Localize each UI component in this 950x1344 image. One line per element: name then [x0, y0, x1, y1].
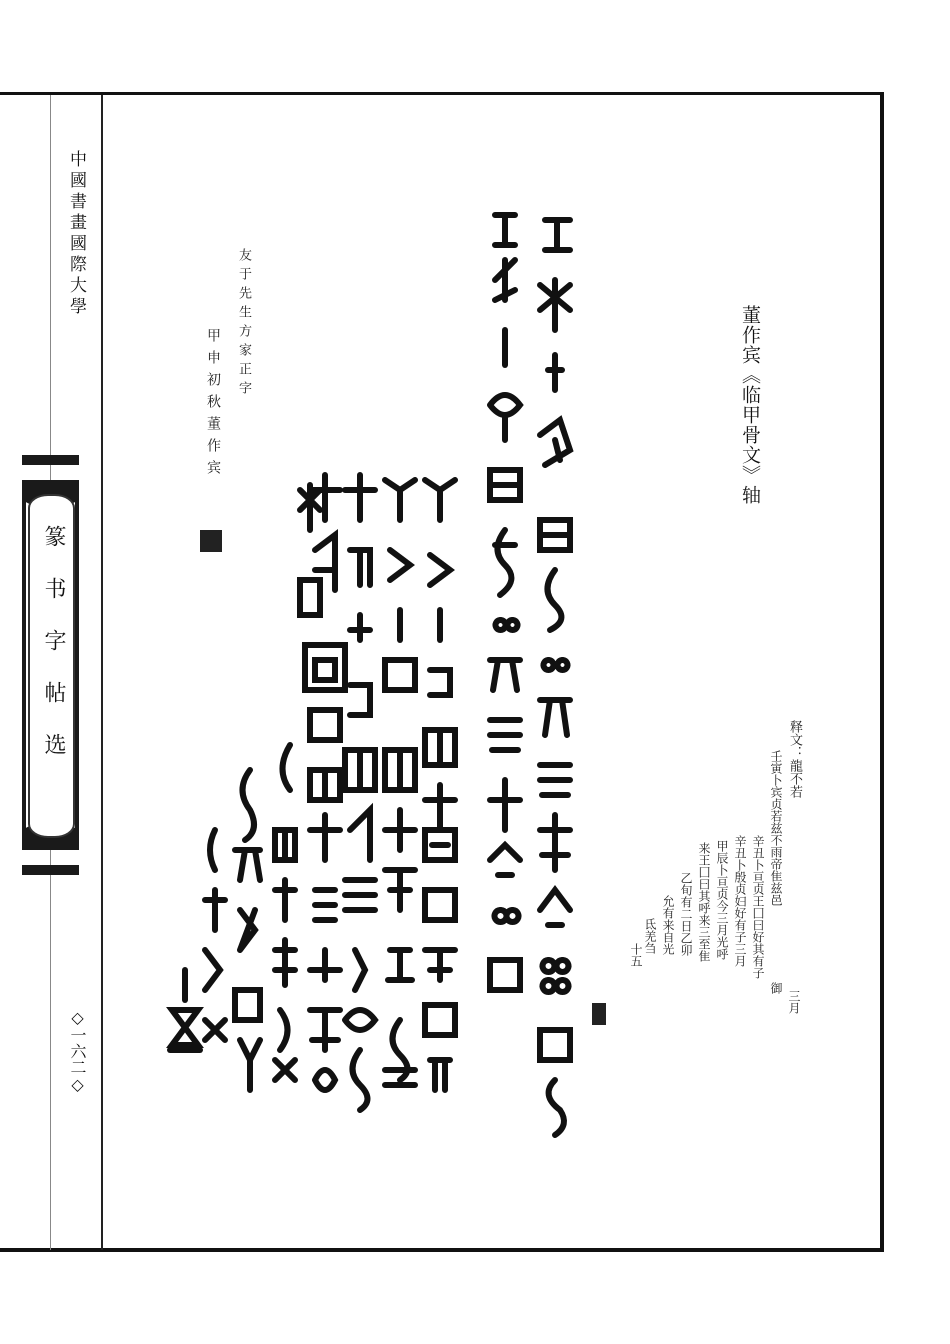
work-title: 董作宾《临甲骨文》轴 — [739, 305, 761, 505]
oracle-column-8 — [205, 830, 225, 1040]
oracle-column-0 — [490, 215, 520, 990]
oracle-column-6 — [275, 485, 320, 1080]
translation-line-5: 甲辰卜亘贞今三月光呼 — [715, 840, 729, 960]
translation-block — [630, 720, 810, 1050]
oracle-column-4 — [345, 475, 375, 1110]
plaque-band-top — [22, 455, 79, 465]
collector-seal — [592, 1003, 606, 1025]
oracle-column-2 — [425, 480, 455, 1090]
oracle-column-1 — [540, 220, 570, 1135]
oracle-column-5 — [305, 475, 345, 1090]
translation-line-7: 乙旬有二日乙卯 — [679, 872, 693, 956]
translation-line-8: 允有来自光 — [661, 895, 675, 955]
oracle-column-9 — [170, 970, 200, 1050]
inscription-line-1: 友于先生方家正字 — [236, 248, 251, 400]
translation-line-9: 氐羌刍 — [643, 918, 657, 954]
translation-line-4: 辛丑卜殷贞妇好有子三月 — [733, 835, 747, 967]
inscription-line-2: 甲申初秋董作宾 — [205, 328, 221, 482]
translation-line-11: 三月 — [787, 990, 801, 1014]
translation-line-6: 来王囗曰其呼来三至隹 — [697, 842, 711, 962]
series-title: 中國書畫國際大學 — [66, 150, 86, 318]
translation-line-3: 辛丑卜亘贞王囗曰好其有子 — [751, 835, 765, 979]
oracle-column-7 — [235, 770, 260, 1090]
oracle-script-artwork — [160, 190, 580, 1180]
translation-line-10: 十五 — [629, 943, 643, 967]
page-number: ◇一六二◇ — [68, 1008, 87, 1094]
plaque-band-bottom — [22, 865, 79, 875]
translation-line-12: 御 — [769, 982, 783, 994]
translation-line-2: 壬寅卜宾贞若兹不雨帝隹兹邑 — [769, 750, 783, 906]
oracle-column-3 — [385, 480, 415, 1085]
volume-title: 篆书字帖选 — [41, 525, 66, 785]
spine-rule-right — [101, 95, 103, 1250]
translation-line-1: 释文：龍不若 — [787, 720, 802, 798]
